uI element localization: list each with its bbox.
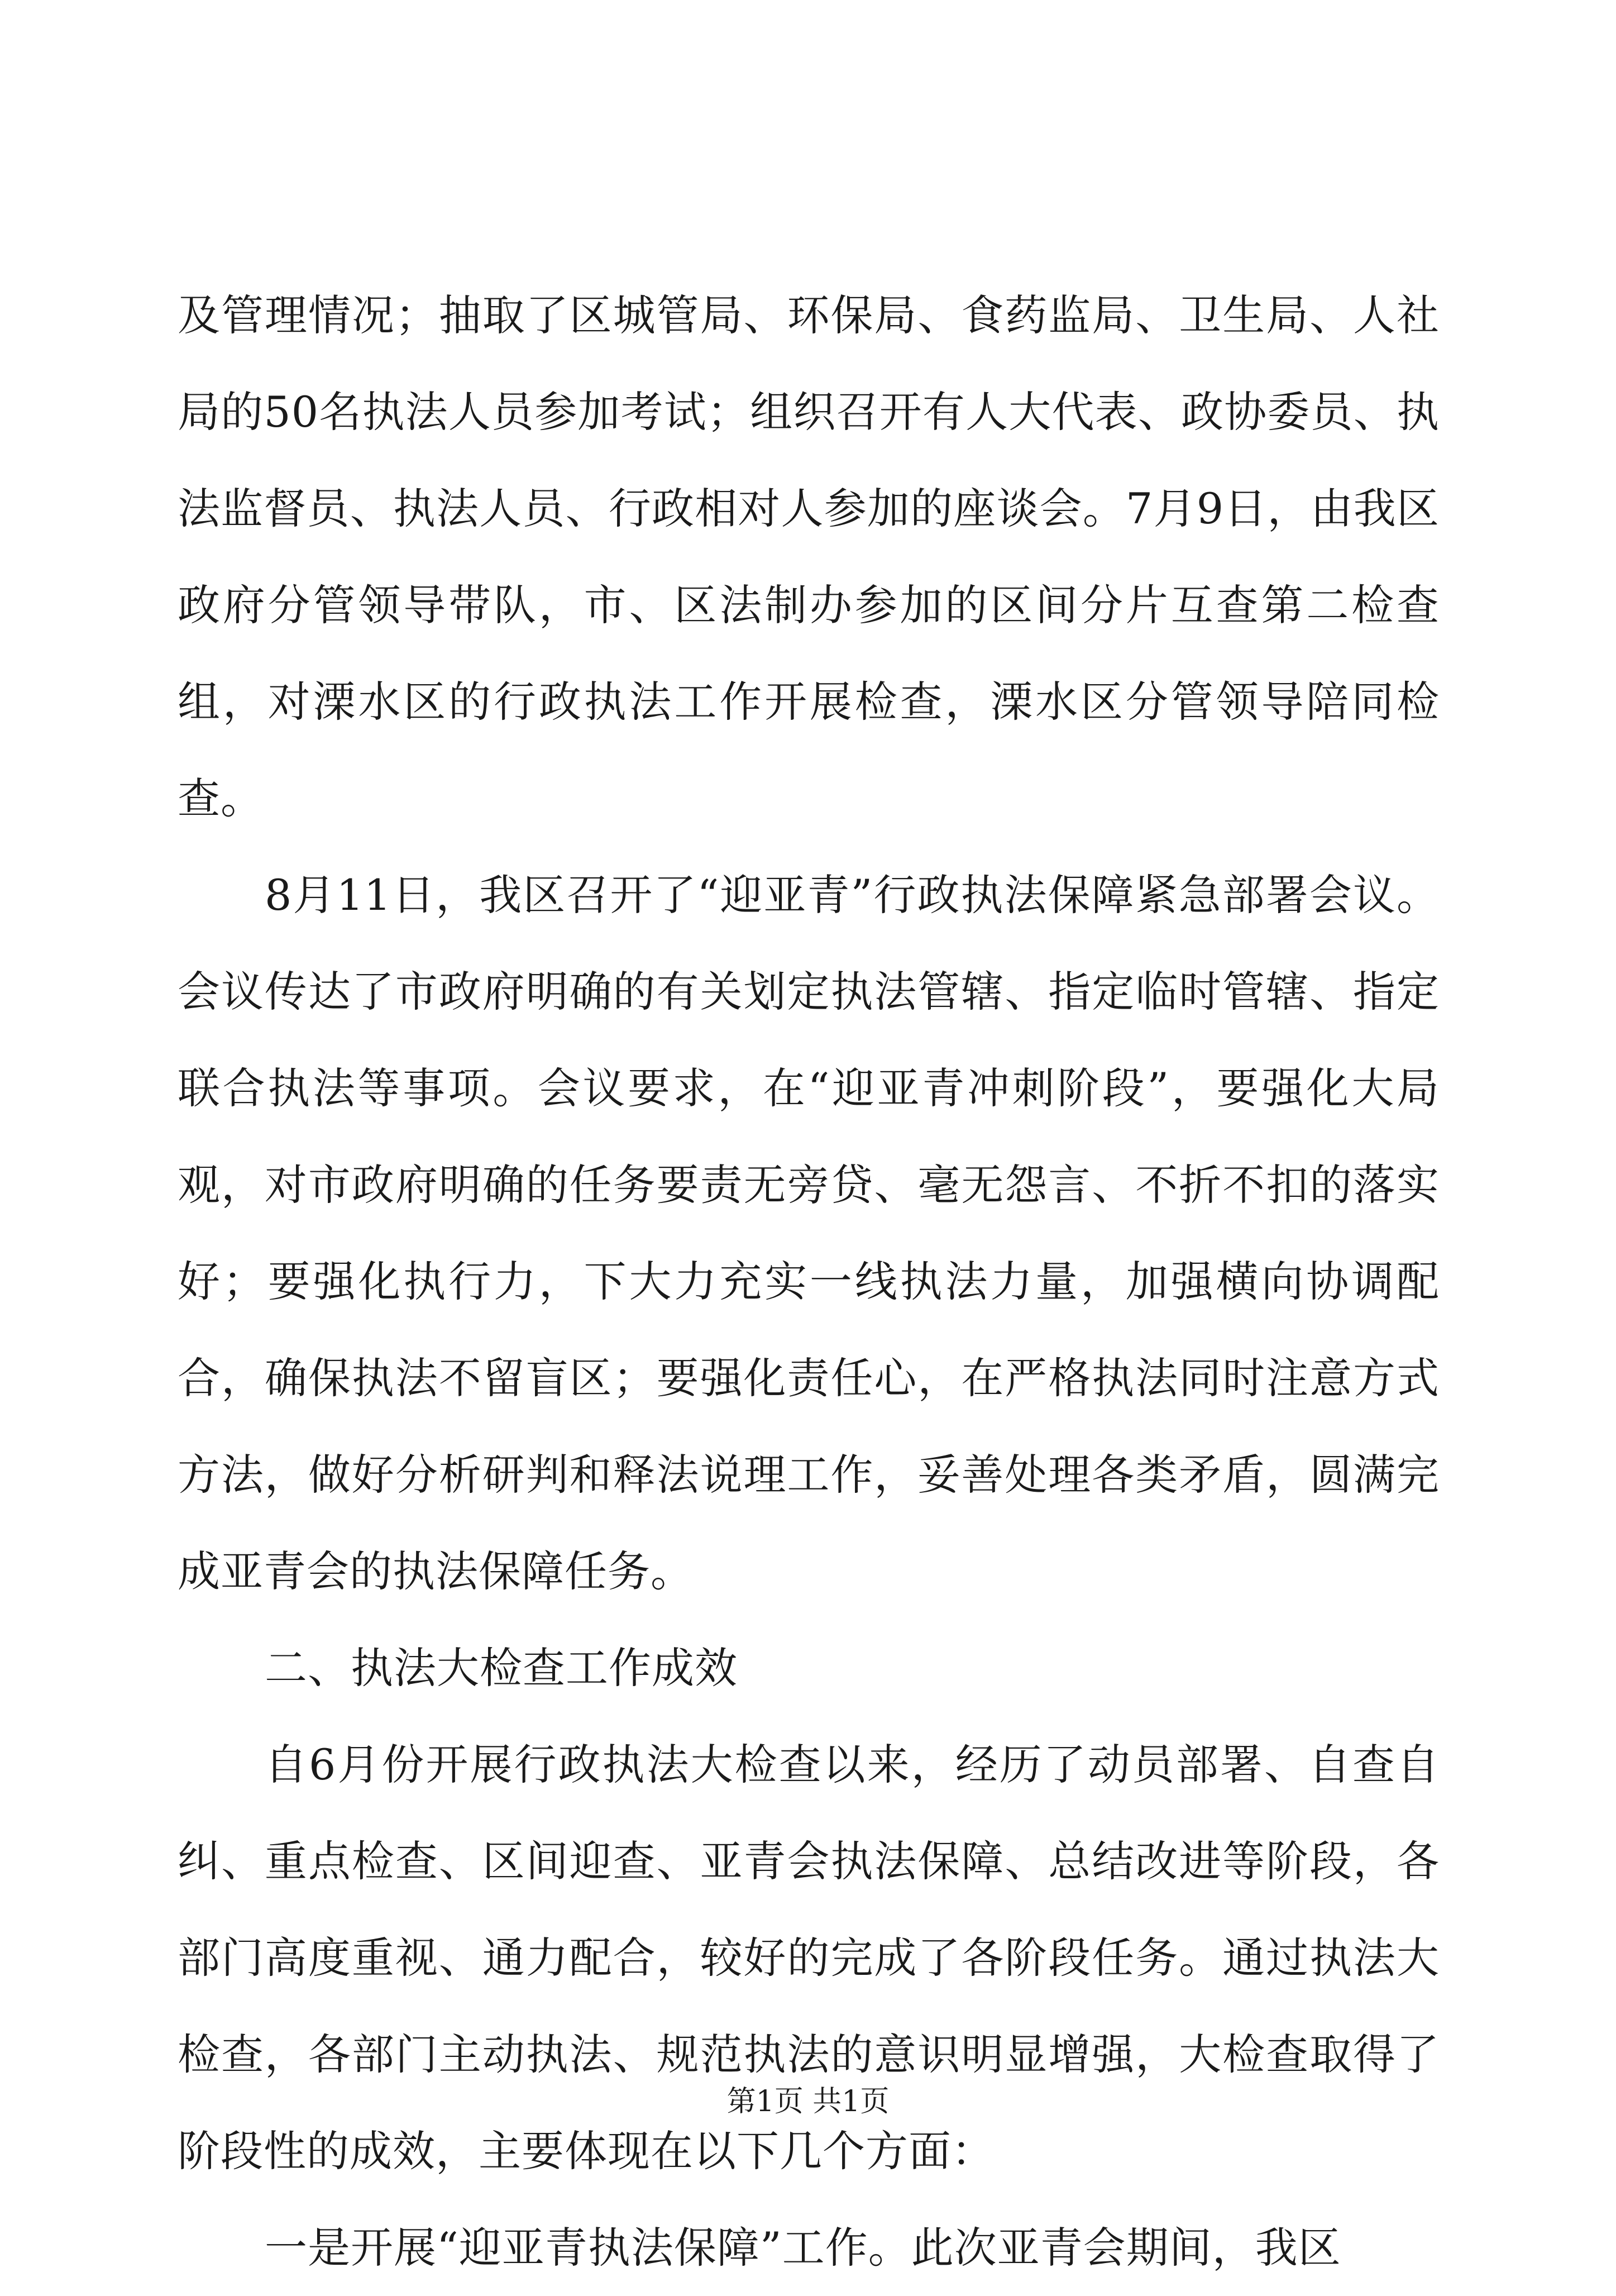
paragraph-4: 一是开展“迎亚青执法保障”工作。此次亚青会期间，我区 [265, 2223, 1341, 2273]
section-heading: 二、执法大检查工作成效 [265, 1643, 738, 1693]
page-footer: 第1页 共1页 [726, 2085, 890, 2118]
paragraph-3: 自6月份开展行政执法大检查以来，经历了动员部署、自查自纠、重点检查、区间迎查、亚青会执法保障、总结改进等阶段，各部门高度重视、通力配合，较好的完成了各阶段任务。通过执法大检查，各部门主动执法、规范执法的意识明显增强，大检查取得了阶段性的成效，主要体现在以下几个方面： [178, 1740, 1440, 2176]
paragraph-2: 8月11日，我区召开了“迎亚青”行政执法保障紧急部署会议。会议传达了市政府明确的有关划定执法管辖、指定临时管辖、指定联合执法等事项。会议要求，在“迎亚青冲刺阶段”，要强化大局观，对市政府明确的任务要责无旁贷、毫无怨言、不折不扣的落实好；要强化执行力，下大力充实一线执法力量，加强横向协调配合，确保执法不留盲区；要强化责任心，在严格执法同时注意方式方法，做好分析研判和释法说理工作，妥善处理各类矛盾，圆满完成亚青会的执法保障任务。 [178, 870, 1440, 1596]
document-body [178, 267, 1440, 2296]
paragraph-1: 及管理情况；抽取了区城管局、环保局、食药监局、卫生局、人社局的50名执法人员参加考试；组织召开有人大代表、政协委员、执法监督员、执法人员、行政相对人参加的座谈会。7月9日，由我区政府分管领导带队，市、区法制办参加的区间分片互查第二检查组，对溧水区的行政执法工作开展检查，溧水区分管领导陪同检查。 [178, 290, 1440, 823]
